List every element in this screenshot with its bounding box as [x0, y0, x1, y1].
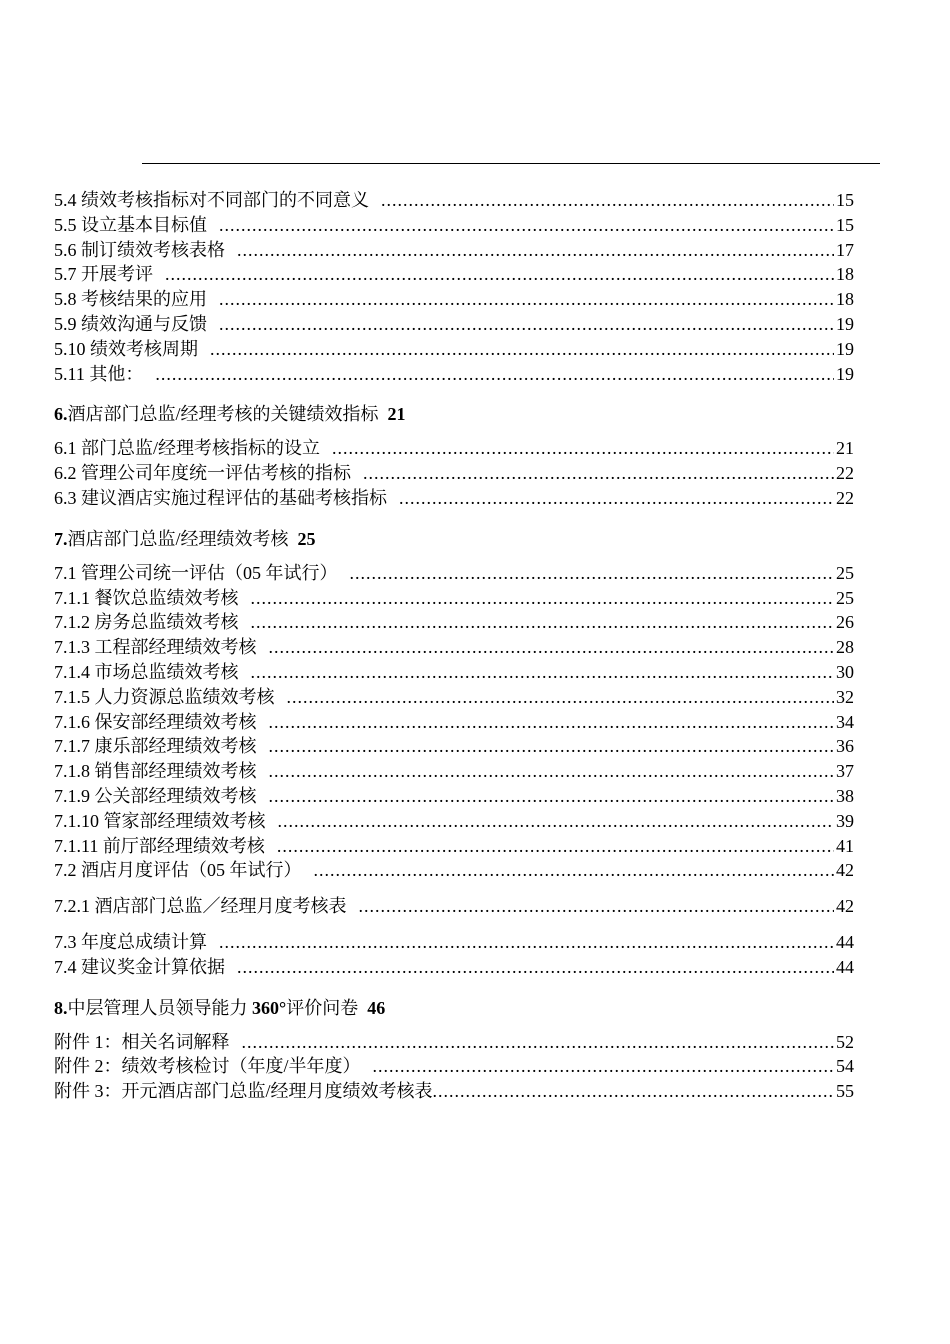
toc-entry[interactable] [54, 561, 854, 586]
heading-number: 7. [54, 528, 68, 549]
leader-dots [219, 930, 834, 955]
section-6-entries [54, 436, 854, 510]
toc-entry[interactable] [54, 287, 854, 312]
toc-entry-page: 25 [836, 587, 854, 608]
toc-entry-label: 附件 2：绩效考核检讨（年度/半年度） [54, 1056, 361, 1077]
heading-number: 8. [54, 997, 68, 1018]
leader-dots [363, 461, 834, 486]
toc-entry[interactable] [54, 759, 854, 784]
heading-text-2: 评价问卷 [286, 997, 359, 1018]
header-rule [142, 163, 880, 164]
toc-entry-label: 5.10 绩效考核周期 [54, 338, 198, 359]
toc-entry-label: 6.3 建议酒店实施过程评估的基础考核指标 [54, 487, 387, 508]
leader-dots [399, 486, 834, 511]
toc-heading-8[interactable] [54, 996, 854, 1020]
toc-entry-label: 7.1.6 保安部经理绩效考核 [54, 711, 257, 732]
toc-entry[interactable] [54, 894, 854, 919]
toc-entry[interactable] [54, 586, 854, 611]
toc-entry[interactable] [54, 213, 854, 238]
toc-entry[interactable] [54, 1054, 854, 1079]
toc-entry-page: 37 [836, 761, 854, 782]
toc-entry-page: 15 [836, 214, 854, 235]
toc-entry-label: 7.1.10 管家部经理绩效考核 [54, 810, 266, 831]
toc-entry-page: 28 [836, 637, 854, 658]
toc-entry[interactable] [54, 930, 854, 955]
toc-entry-page: 19 [836, 313, 854, 334]
toc-entry-label: 7.1.3 工程部经理绩效考核 [54, 637, 257, 658]
leader-dots [219, 213, 834, 238]
heading-text: 酒店部门总监/经理绩效考核 [67, 528, 289, 549]
toc-entry-label: 7.1.7 康乐部经理绩效考核 [54, 736, 257, 757]
toc-entry-label: 7.1.2 房务总监绩效考核 [54, 612, 239, 633]
leader-dots [314, 858, 835, 883]
leader-dots [251, 610, 835, 635]
toc-entry-page: 18 [836, 264, 854, 285]
section-5-entries [54, 188, 854, 386]
toc-entry[interactable] [54, 955, 854, 980]
toc-entry-label: 5.9 绩效沟通与反馈 [54, 313, 207, 334]
toc-entry-label: 5.8 考核结果的应用 [54, 289, 207, 310]
toc-entry-label: 5.6 制订绩效考核表格 [54, 239, 225, 260]
toc-entry-page: 21 [836, 438, 854, 459]
toc-entry[interactable] [54, 834, 854, 859]
toc-entry-label: 5.7 开展考评 [54, 264, 153, 285]
heading-text: 中层管理人员领导能力 [67, 997, 252, 1018]
heading-number: 6. [54, 404, 68, 425]
toc-entry-page: 34 [836, 711, 854, 732]
leader-dots [219, 312, 834, 337]
toc-entry-label: 附件 3：开元酒店部门总监/经理月度绩效考核表 [54, 1081, 433, 1102]
toc-entry-label: 7.3 年度总成绩计算 [54, 931, 207, 952]
leader-dots [155, 362, 834, 387]
toc-entry[interactable] [54, 734, 854, 759]
toc-entry-page: 55 [836, 1081, 854, 1102]
toc-entry[interactable] [54, 238, 854, 263]
toc-entry-page: 19 [836, 338, 854, 359]
toc-entry[interactable] [54, 809, 854, 834]
toc-entry[interactable] [54, 610, 854, 635]
toc-entry-page: 17 [836, 239, 854, 260]
leader-dots [287, 685, 835, 710]
toc-entry-page: 42 [836, 896, 854, 917]
section-7-3-entries [54, 930, 854, 980]
leader-dots [359, 894, 835, 919]
toc-entry[interactable] [54, 188, 854, 213]
toc-entry-page: 52 [836, 1031, 854, 1052]
heading-text: 酒店部门总监/经理考核的关键绩效指标 [67, 404, 379, 425]
toc-entry-page: 44 [836, 956, 854, 977]
toc-entry-label: 7.1 管理公司统一评估（05 年试行） [54, 562, 338, 583]
heading-page: 21 [387, 404, 406, 425]
toc-entry-page: 36 [836, 736, 854, 757]
leader-dots [350, 561, 835, 586]
toc-entry-label: 7.1.9 公关部经理绩效考核 [54, 785, 257, 806]
leader-dots [269, 759, 835, 784]
toc-entry-page: 54 [836, 1056, 854, 1077]
toc-entry-page: 22 [836, 487, 854, 508]
toc-entry[interactable] [54, 710, 854, 735]
toc-entry[interactable] [54, 337, 854, 362]
toc-entry[interactable] [54, 660, 854, 685]
toc-entry-page: 22 [836, 463, 854, 484]
leader-dots [277, 834, 834, 859]
toc-entry-label: 7.4 建议奖金计算依据 [54, 956, 225, 977]
leader-dots [242, 1030, 835, 1055]
toc-entry-label: 6.2 管理公司年度统一评估考核的指标 [54, 463, 351, 484]
toc-heading-7[interactable] [54, 527, 854, 551]
leader-dots [251, 660, 835, 685]
toc-entry-label: 5.5 设立基本目标值 [54, 214, 207, 235]
toc-entry-page: 42 [836, 860, 854, 881]
toc-entry[interactable] [54, 685, 854, 710]
toc-entry[interactable] [54, 635, 854, 660]
toc-entry[interactable] [54, 858, 854, 883]
table-of-contents [54, 188, 854, 1104]
leader-dots [278, 809, 835, 834]
toc-entry-label: 7.1.5 人力资源总监绩效考核 [54, 686, 275, 707]
toc-entry-page: 38 [836, 785, 854, 806]
heading-page: 25 [297, 528, 316, 549]
leader-dots [433, 1079, 835, 1104]
toc-entry[interactable] [54, 486, 854, 511]
toc-entry-page: 26 [836, 612, 854, 633]
section-7-entries [54, 561, 854, 883]
section-7-2-1-entry [54, 894, 854, 919]
toc-entry-label: 7.2 酒店月度评估（05 年试行） [54, 860, 302, 881]
heading-bold-mid: 360° [252, 997, 287, 1018]
toc-entry-page: 44 [836, 931, 854, 952]
toc-entry-label: 5.4 绩效考核指标对不同部门的不同意义 [54, 190, 369, 210]
appendix-entries [54, 1030, 854, 1104]
toc-entry-page: 18 [836, 289, 854, 310]
toc-entry[interactable] [54, 1030, 854, 1055]
leader-dots [381, 188, 834, 213]
heading-page: 46 [367, 997, 386, 1018]
toc-entry[interactable] [54, 461, 854, 486]
toc-entry-page: 41 [836, 835, 854, 856]
toc-heading-6[interactable] [54, 402, 854, 426]
toc-entry-label: 7.1.11 前厅部经理绩效考核 [54, 835, 265, 856]
toc-entry-page: 32 [836, 686, 854, 707]
leader-dots [373, 1054, 835, 1079]
leader-dots [269, 784, 835, 809]
leader-dots [269, 734, 835, 759]
leader-dots [219, 287, 834, 312]
leader-dots [332, 436, 834, 461]
leader-dots [165, 262, 834, 287]
toc-entry[interactable] [54, 436, 854, 461]
toc-entry[interactable] [54, 1079, 854, 1104]
toc-entry[interactable] [54, 362, 854, 387]
toc-entry-label: 7.1.8 销售部经理绩效考核 [54, 761, 257, 782]
toc-entry-label: 7.1.4 市场总监绩效考核 [54, 661, 239, 682]
toc-entry-page: 19 [836, 363, 854, 384]
toc-entry-page: 30 [836, 661, 854, 682]
toc-entry-label: 7.1.1 餐饮总监绩效考核 [54, 587, 239, 608]
toc-entry-page: 15 [836, 190, 854, 210]
toc-entry-page: 25 [836, 562, 854, 583]
leader-dots [237, 238, 834, 263]
leader-dots [269, 635, 835, 660]
toc-entry[interactable] [54, 784, 854, 809]
toc-entry-label: 7.2.1 酒店部门总监／经理月度考核表 [54, 896, 347, 917]
leader-dots [237, 955, 834, 980]
leader-dots [210, 337, 834, 362]
toc-entry-page: 39 [836, 810, 854, 831]
leader-dots [269, 710, 835, 735]
leader-dots [251, 586, 835, 611]
toc-entry-label: 5.11 其他： [54, 363, 144, 384]
toc-entry-label: 附件 1：相关名词解释 [54, 1031, 230, 1052]
toc-entry[interactable] [54, 262, 854, 287]
toc-entry[interactable] [54, 312, 854, 337]
toc-entry-label: 6.1 部门总监/经理考核指标的设立 [54, 438, 320, 459]
